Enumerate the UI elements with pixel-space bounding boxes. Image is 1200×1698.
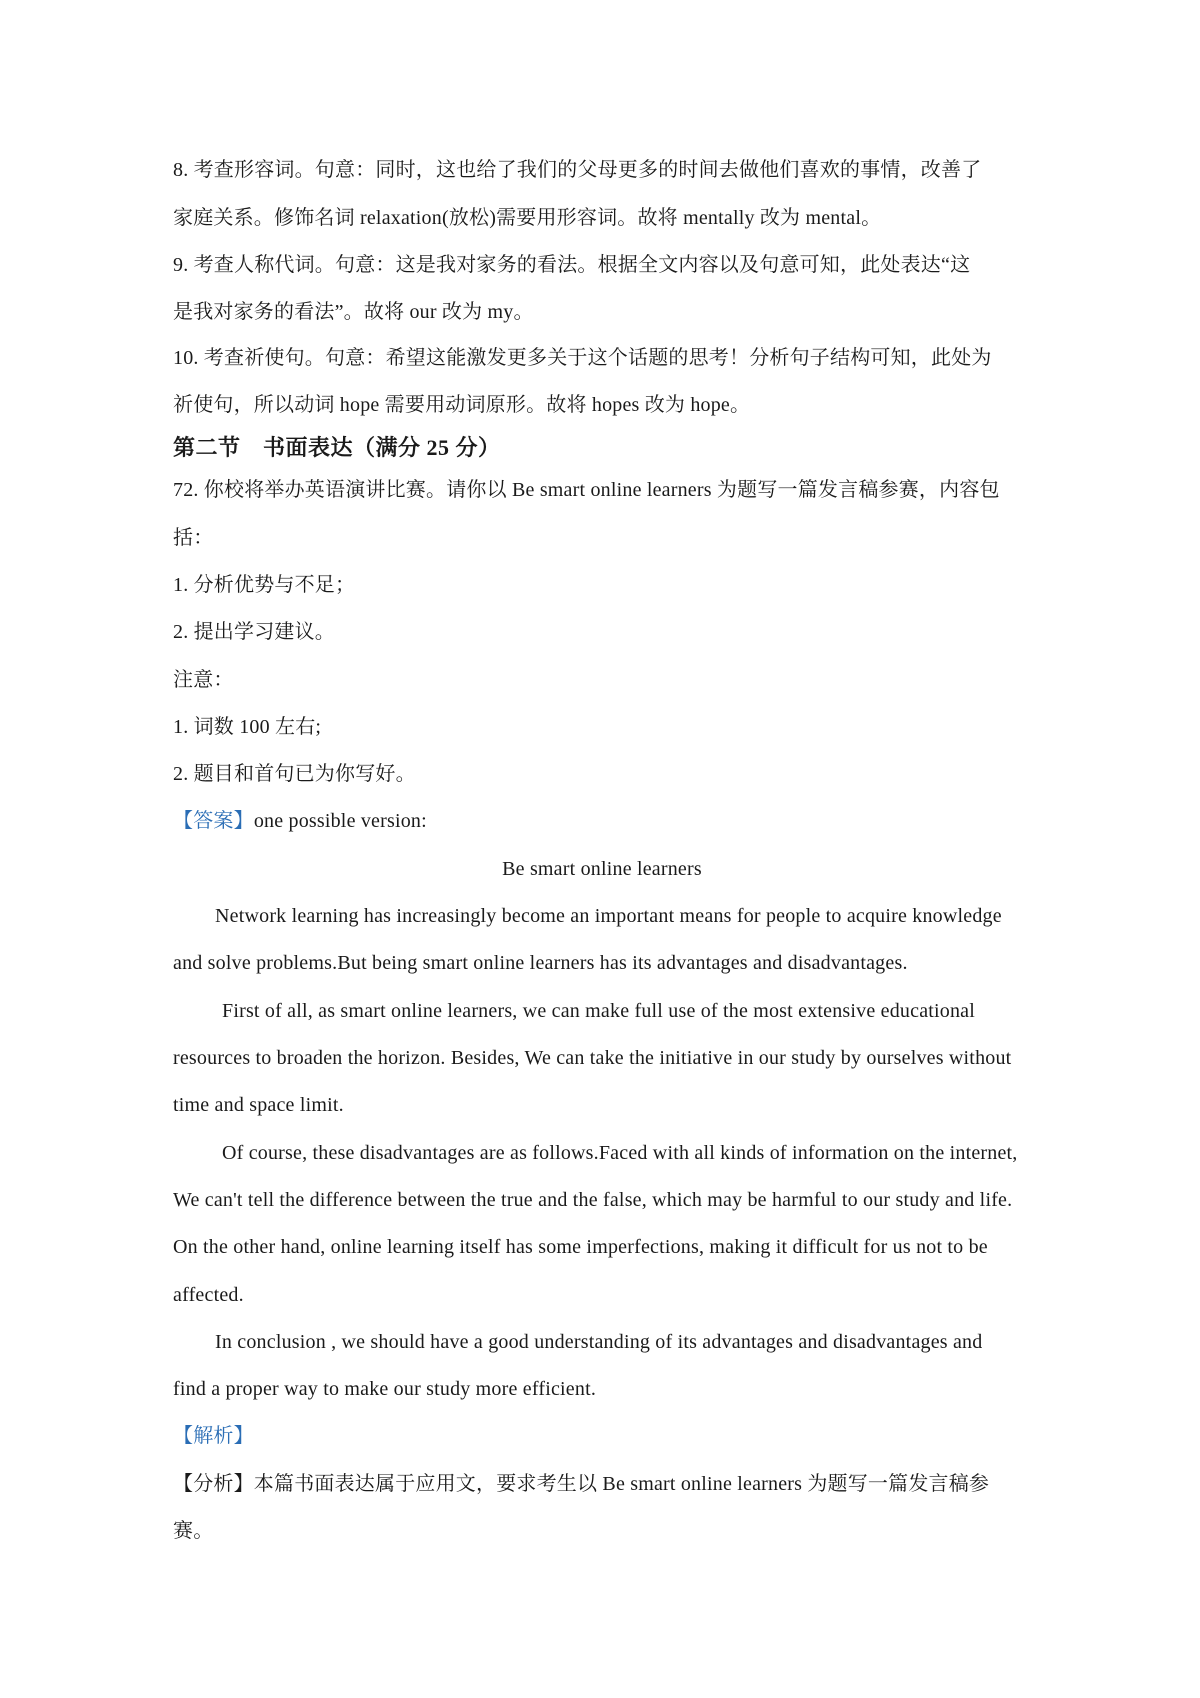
explanation-line: 8. 考查形容词。句意：同时，这也给了我们的父母更多的时间去做他们喜欢的事情，改善了 — [173, 159, 982, 181]
explanation-line: 是我对家务的看法”。故将 our 改为 my。 — [173, 301, 534, 323]
question-line: 2. 题目和首句已为你写好。 — [173, 763, 416, 785]
question-line: 括： — [173, 527, 214, 549]
answer-label: 【答案】 — [173, 810, 254, 832]
essay-line: time and space limit. — [173, 1094, 344, 1116]
essay-line: resources to broaden the horizon. Besides, We can take the initiative in our study by ourselves without — [173, 1047, 1012, 1069]
question-line: 1. 分析优势与不足； — [173, 574, 356, 596]
question-line: 72. 你校将举办英语演讲比赛。请你以 Be smart online learners 为题写一篇发言稿参赛，内容包 — [173, 479, 1000, 501]
question-line: 注意： — [173, 669, 234, 691]
essay-title: Be smart online learners — [502, 858, 702, 880]
essay-line: and solve problems.But being smart online learners has its advantages and disadvantages. — [173, 952, 908, 974]
analysis-line: 【分析】本篇书面表达属于应用文，要求考生以 Be smart online learners 为题写一篇发言稿参 — [173, 1473, 990, 1495]
essay-line: Of course, these disadvantages are as follows.Faced with all kinds of information on the internet, — [222, 1142, 1018, 1164]
essay-line: On the other hand, online learning itself has some imperfections, making it difficult for us not to be — [173, 1236, 988, 1258]
essay-line: affected. — [173, 1284, 244, 1306]
essay-line: In conclusion , we should have a good understanding of its advantages and disadvantages and — [215, 1331, 983, 1353]
analysis-line: 赛。 — [173, 1520, 214, 1542]
explanation-line: 10. 考查祈使句。句意：希望这能激发更多关于这个话题的思考！分析句子结构可知，此处为 — [173, 347, 992, 369]
explanation-line: 9. 考查人称代词。句意：这是我对家务的看法。根据全文内容以及句意可知，此处表达“这 — [173, 254, 971, 276]
answer-intro: one possible version: — [253, 810, 427, 832]
essay-line: find a proper way to make our study more efficient. — [173, 1378, 597, 1400]
essay-line: First of all, as smart online learners, we can make full use of the most extensive educational — [222, 1000, 976, 1022]
section-title: 第二节 书面表达（满分 25 分） — [173, 435, 501, 460]
explanation-line: 家庭关系。修饰名词 relaxation(放松)需要用形容词。故将 mentally 改为 mental。 — [173, 207, 882, 229]
question-line: 1. 词数 100 左右; — [173, 716, 322, 738]
answer-header — [173, 807, 1043, 835]
question-line: 2. 提出学习建议。 — [173, 621, 335, 643]
essay-line: We can't tell the difference between the true and the false, which may be harmful to our study and life. — [173, 1189, 1013, 1211]
explanation-line: 祈使句，所以动词 hope 需要用动词原形。故将 hopes 改为 hope。 — [173, 394, 751, 416]
analysis-label: 【解析】 — [173, 1425, 254, 1447]
essay-line: Network learning has increasingly become an important means for people to acquire knowledge — [215, 905, 1002, 927]
